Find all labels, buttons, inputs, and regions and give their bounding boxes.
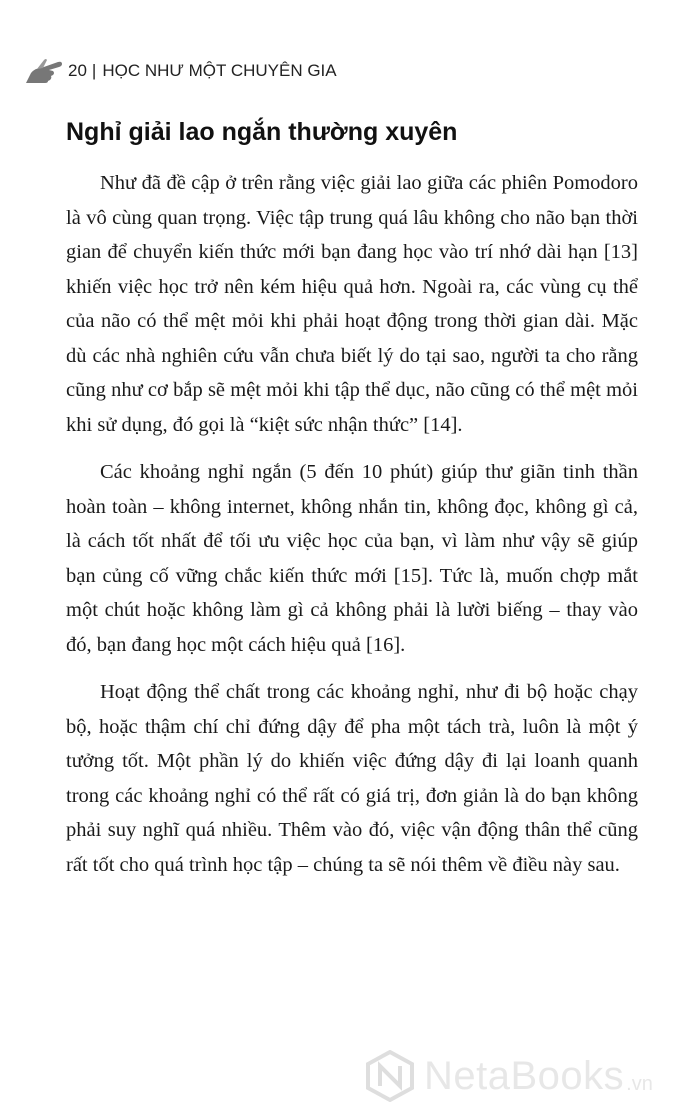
- paragraph: Hoạt động thể chất trong các khoảng nghỉ, như đi bộ hoặc chạy bộ, hoặc thậm chí chỉ đứng dậy để pha một tách trà, luôn là một ý tưởng tốt. Một phần lý do khiến việc đứng dậy đi lại loanh quanh trong các khoảng nghỉ có thể rất có giá trị, đơn giản là do bạn không phải suy nghĩ quá nhiều. Thêm vào đó, việc vận động thân thể cũng rất tốt cho quá trình học tập – chúng ta sẽ nói thêm về điều này sau.: [66, 681, 638, 876]
- page-number: 20: [68, 61, 87, 80]
- paragraph: Các khoảng nghỉ ngắn (5 đến 10 phút) giúp thư giãn tinh thần hoàn toàn – không internet, không nhắn tin, không đọc, không gì cả, là cách tốt nhất để tối ưu việc học của bạn, vì làm như vậy sẽ giúp bạn củng cố vững chắc kiến thức mới [15]. Tức là, muốn chợp mắt một chút hoặc không làm gì cả không phải là lười biếng – thay vào đó, bạn đang học một cách hiệu quả [16].: [66, 461, 638, 656]
- netabooks-logo-icon: [364, 1050, 416, 1102]
- paragraph: Như đã đề cập ở trên rằng việc giải lao giữa các phiên Pomodoro là vô cùng quan trọng. Việc tập trung quá lâu không cho não bạn thời gian để chuyển kiến thức mới bạn đang học vào trí nhớ dài hạn [13] khiến việc học trở nên kém hiệu quả hơn. Ngoài ra, các vùng cụ thể của não có thể mệt mỏi khi phải hoạt động trong thời gian dài. Mặc dù các nhà nghiên cứu vẫn chưa biết lý do tại sao, người ta cho rằng cũng như cơ bắp sẽ mệt mỏi khi tập thể dục, não cũng có thể mệt mỏi khi sử dụng, đó gọi là “kiệt sức nhận thức” [14].: [66, 172, 638, 436]
- pointing-hand-icon: [24, 56, 64, 86]
- watermark-name: NetaBooks: [424, 1053, 625, 1098]
- header-separator: |: [91, 61, 97, 80]
- body-text: [66, 166, 638, 895]
- section-heading: Nghỉ giải lao ngắn thường xuyên: [66, 118, 458, 146]
- watermark: [364, 1050, 653, 1102]
- watermark-tld: .vn: [626, 1072, 653, 1095]
- running-head: [24, 56, 337, 86]
- book-title: HỌC NHƯ MỘT CHUYÊN GIA: [102, 61, 337, 80]
